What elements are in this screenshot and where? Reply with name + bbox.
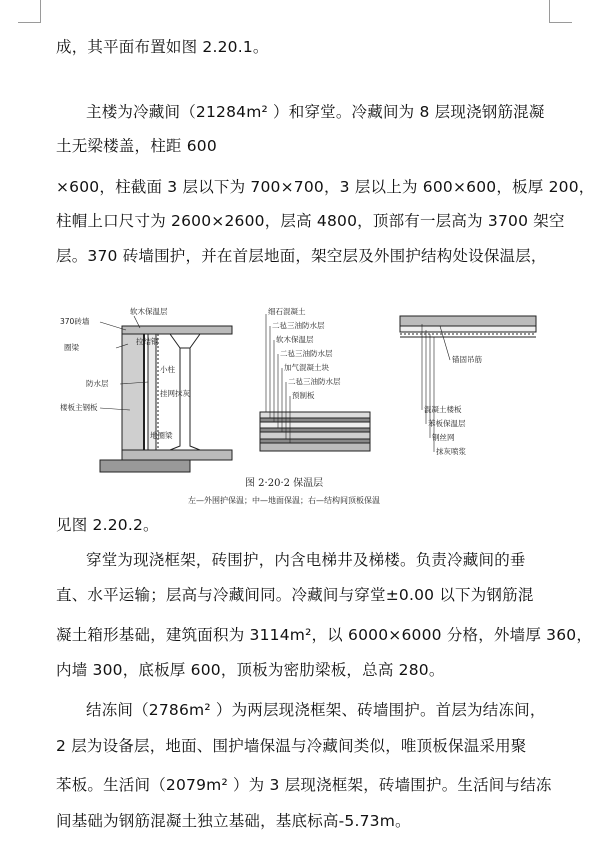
fig-right-label: 混凝土楼板 bbox=[424, 405, 462, 414]
fig-right-label: 抹灰喷浆 bbox=[436, 447, 466, 456]
crop-mark-top-right bbox=[549, 0, 572, 23]
fig-left-label: 防水层 bbox=[86, 379, 109, 388]
fig-left-label: 370砖墙 bbox=[60, 317, 90, 326]
text-line: 结冻间（2786m² ）为两层现浇框架、砖墙围护。首层为结冻间， bbox=[86, 701, 546, 719]
text-line: 主楼为冷藏间（21284m² ）和穿堂。冷藏间为 8 层现浇钢筋混凝 bbox=[86, 103, 545, 121]
crop-mark-top-left bbox=[18, 0, 41, 23]
fig-left-label: 拉结钢 bbox=[136, 337, 159, 346]
fig-right-label: 钢丝网 bbox=[432, 433, 455, 442]
fig-middle-label: 加气混凝土块 bbox=[284, 363, 329, 372]
fig-left-label: 软木保温层 bbox=[130, 307, 168, 316]
text-line: 凝土箱形基础，建筑面积为 3114m²，以 6000×6000 分格，外墙厚 360， bbox=[56, 626, 593, 644]
text-line: 穿堂为现浇框架，砖围护，内含电梯井及梯楼。负责冷藏间的垂 bbox=[86, 551, 526, 569]
fig-middle-label: 细石混凝土 bbox=[268, 307, 306, 316]
fig-middle-label: 二毡三油防水层 bbox=[288, 377, 341, 386]
text-line: 层。370 砖墙围护，并在首层地面，架空层及外围护结构处设保温层， bbox=[56, 247, 547, 265]
text-line: 间基础为钢筋混凝土独立基础，基底标高-5.73m。 bbox=[56, 812, 411, 830]
text-line: 见图 2.20.2。 bbox=[56, 516, 159, 534]
fig-middle-label: 二毡三油防水层 bbox=[280, 349, 333, 358]
figure-caption: 图 2·20·2 保温层 bbox=[245, 478, 324, 489]
text-line: 2 层为设备层，地面、围护墙保温与冷藏间类似，唯顶板保温采用聚 bbox=[56, 737, 527, 755]
fig-middle-label: 二毡三油防水层 bbox=[272, 321, 325, 330]
fig-right-label: 苯板保温层 bbox=[428, 419, 466, 428]
fig-right-label: 锚固吊筋 bbox=[452, 355, 482, 364]
figure-subcaption: 左—外围护保温；中—地面保温；右—结构间顶板保温 bbox=[188, 496, 380, 505]
fig-left-label: 小柱 bbox=[160, 365, 175, 374]
fig-middle-label: 预制板 bbox=[292, 391, 315, 400]
fig-left-label: 楼板主钢板 bbox=[60, 403, 98, 412]
text-line: 内墙 300，底板厚 600，顶板为密肋梁板，总高 280。 bbox=[56, 661, 445, 679]
text-line: 柱帽上口尺寸为 2600×2600，层高 4800，顶部有一层高为 3700 架空 bbox=[56, 212, 565, 230]
insulation-figure bbox=[60, 300, 540, 510]
roof-slab-layers bbox=[400, 316, 536, 337]
text-line: ×600，柱截面 3 层以下为 700×700，3 层以上为 600×600，板厚 200， bbox=[56, 178, 595, 196]
text-line: 土无梁楼盖，柱距 600 bbox=[56, 137, 217, 155]
fig-left-label: 地圈梁 bbox=[150, 431, 173, 440]
fig-left-label: 圈梁 bbox=[64, 343, 79, 352]
text-line: 直、水平运输；层高与冷藏间同。冷藏间与穿堂±0.00 以下为钢筋混 bbox=[56, 586, 534, 604]
fig-left-label: 挂网抹灰 bbox=[160, 389, 190, 398]
text-line: 苯板。生活间（2079m² ）为 3 层现浇框架，砖墙围护。生活间与结冻 bbox=[56, 776, 552, 794]
floor-insulation-layers bbox=[260, 412, 370, 451]
fig-middle-label: 软木保温层 bbox=[276, 335, 314, 344]
text-line: 成，其平面布置如图 2.20.1。 bbox=[56, 38, 269, 56]
